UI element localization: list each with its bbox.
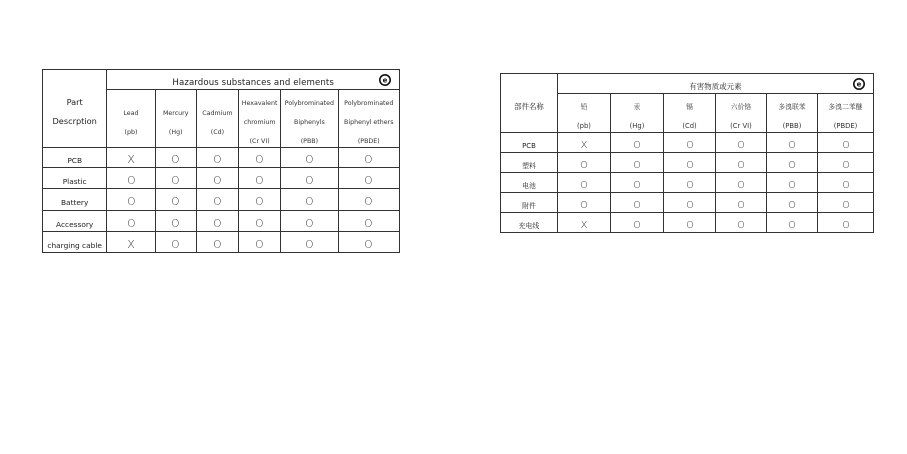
mark-value: O [633, 200, 641, 211]
mark-cell [107, 232, 155, 253]
table-row-pcb [501, 133, 874, 153]
mark-cell [818, 133, 874, 153]
column-header-cadmium [196, 90, 238, 148]
mark-cell [196, 148, 238, 168]
mark-cell [155, 211, 196, 232]
mark-cell [716, 213, 767, 233]
column-header-label: 镉 (Cd) [682, 103, 697, 130]
mark-value: O [213, 173, 222, 187]
mark-value: O [737, 180, 745, 191]
mark-cell [281, 168, 338, 189]
column-header-label: Polybrominated Biphenyl ethers (PBDE) [344, 100, 394, 145]
mark-value: O [255, 237, 264, 251]
mark-cell [767, 133, 818, 153]
mark-cell [664, 153, 716, 173]
mark-value: O [171, 195, 180, 208]
column-header-label: Lead (pb) [123, 109, 139, 136]
mark-value: O [213, 237, 222, 251]
mark-cell [558, 213, 611, 233]
mark-cell [281, 232, 338, 253]
mark-cell [664, 133, 716, 153]
mark-value: O [305, 153, 314, 166]
mark-value: O [126, 173, 136, 187]
mark-cell [155, 189, 196, 211]
mark-value: O [364, 153, 373, 166]
mark-value: X [580, 220, 588, 231]
mark-value: O [580, 180, 588, 191]
row-label [501, 153, 558, 173]
mark-value: O [305, 216, 314, 230]
mark-cell [239, 211, 281, 232]
column-header-lead [107, 90, 155, 148]
column-header-mercury [611, 94, 664, 133]
substances-title: Hazardous substances and elements [172, 78, 334, 88]
mark-cell [767, 193, 818, 213]
mark-value: O [255, 173, 264, 187]
mark-cell [155, 148, 196, 168]
column-header-lead [558, 94, 611, 133]
mark-value: O [788, 200, 796, 211]
svg-text:e: e [856, 80, 862, 89]
row-label-text: 充电线 [518, 222, 540, 230]
mark-cell [338, 189, 399, 211]
mark-cell [767, 153, 818, 173]
mark-cell [611, 173, 664, 193]
mark-value: O [685, 220, 694, 231]
mark-value: O [737, 220, 745, 231]
mark-value: O [126, 195, 136, 208]
mark-value: O [788, 160, 796, 171]
mark-cell [611, 153, 664, 173]
row-label-text: Accessory [56, 219, 94, 229]
row-label [43, 148, 107, 168]
substances-title-cell [558, 74, 874, 94]
mark-value: O [364, 216, 373, 230]
mark-value: X [580, 140, 588, 151]
column-header-label: 汞 (Hg) [629, 103, 645, 130]
rohs-environment-icon [853, 78, 865, 90]
mark-cell [767, 173, 818, 193]
mark-cell [716, 173, 767, 193]
row-label-text: Plastic [62, 176, 87, 186]
table-row-pcb [43, 148, 400, 168]
mark-value: O [255, 153, 264, 166]
column-header-pbde [818, 94, 874, 133]
mark-value: O [213, 153, 222, 166]
rohs-environment-icon [379, 74, 391, 86]
mark-value: O [171, 173, 180, 187]
row-label-text: PCB [67, 156, 83, 165]
mark-cell [558, 133, 611, 153]
row-label-text: PCB [522, 142, 536, 150]
table-row-plastic [501, 153, 874, 173]
table-row-plastic [43, 168, 400, 189]
mark-value: O [685, 180, 694, 191]
row-label [501, 173, 558, 193]
mark-cell [281, 211, 338, 232]
mark-value: O [788, 140, 796, 151]
mark-cell [664, 173, 716, 193]
mark-value: O [685, 140, 694, 151]
row-label [43, 168, 107, 189]
part-name-header-label: 部件名称 [514, 101, 544, 111]
row-label [43, 232, 107, 253]
column-header-mercury [155, 90, 196, 148]
mark-cell [338, 211, 399, 232]
column-header-label: Cadmium (Cd) [202, 109, 233, 136]
mark-value: O [633, 180, 641, 191]
column-header-hexavalent-chromium [239, 90, 281, 148]
mark-value: O [171, 237, 180, 251]
mark-cell [107, 211, 155, 232]
column-header-label: 多溴联苯 (PBB) [778, 103, 806, 130]
mark-cell [155, 232, 196, 253]
mark-cell [611, 213, 664, 233]
part-description-header [43, 70, 107, 148]
mark-value: O [171, 216, 180, 230]
row-label [501, 213, 558, 233]
mark-cell [558, 173, 611, 193]
mark-cell [767, 213, 818, 233]
row-label-text: 电池 [522, 182, 536, 190]
mark-cell [196, 232, 238, 253]
mark-cell [281, 189, 338, 211]
mark-cell [239, 148, 281, 168]
column-header-label: 铅 (pb) [577, 103, 591, 130]
mark-value: X [127, 153, 135, 166]
mark-value: O [841, 180, 850, 191]
mark-value: O [685, 160, 694, 171]
mark-cell [196, 211, 238, 232]
column-header-label: Mercury (Hg) [162, 109, 189, 136]
mark-value: O [633, 160, 641, 171]
substances-title: 有害物质或元素 [689, 82, 742, 91]
mark-cell [716, 133, 767, 153]
mark-value: O [305, 173, 314, 187]
mark-value: O [737, 200, 745, 211]
row-label [501, 133, 558, 153]
mark-cell [664, 213, 716, 233]
substances-title-cell [107, 70, 400, 90]
mark-value: O [213, 216, 222, 230]
row-label-text: 附件 [522, 202, 536, 210]
row-label [501, 193, 558, 213]
mark-cell [239, 232, 281, 253]
mark-cell [558, 153, 611, 173]
mark-value: O [255, 195, 264, 208]
mark-cell [611, 193, 664, 213]
mark-value: O [255, 216, 264, 230]
row-label [43, 211, 107, 232]
mark-cell [818, 213, 874, 233]
mark-value: O [213, 195, 222, 208]
hazardous-substances-table-english [42, 69, 400, 253]
mark-value: O [788, 180, 796, 191]
mark-cell [611, 133, 664, 153]
mark-value: O [126, 216, 136, 230]
mark-cell [196, 189, 238, 211]
mark-value: O [364, 173, 373, 187]
mark-cell [338, 232, 399, 253]
mark-cell [664, 193, 716, 213]
svg-text:e: e [382, 76, 388, 85]
mark-cell [558, 193, 611, 213]
part-name-header [501, 74, 558, 133]
column-header-label: 多溴二苯醚 (PBDE) [828, 103, 863, 130]
mark-value: O [685, 200, 694, 211]
column-header-pbde [338, 90, 399, 148]
mark-cell [818, 193, 874, 213]
mark-value: O [364, 195, 373, 208]
mark-value: O [737, 140, 745, 151]
mark-cell [338, 168, 399, 189]
mark-value: O [841, 140, 850, 151]
row-label-text: 塑料 [522, 162, 536, 170]
mark-cell [716, 153, 767, 173]
mark-value: O [737, 160, 745, 171]
mark-value: O [171, 153, 180, 166]
column-header-pbb [767, 94, 818, 133]
table-row-accessory [501, 193, 874, 213]
mark-value: O [580, 160, 588, 171]
table-row-battery [43, 189, 400, 211]
mark-cell [196, 168, 238, 189]
mark-cell [281, 148, 338, 168]
mark-cell [338, 148, 399, 168]
row-label [43, 189, 107, 211]
mark-value: O [788, 220, 796, 231]
column-header-label: Polybrominated Biphenyls (PBB) [284, 100, 335, 145]
column-header-cadmium [664, 94, 716, 133]
column-header-pbb [281, 90, 338, 148]
mark-cell [818, 153, 874, 173]
mark-cell [239, 168, 281, 189]
mark-cell [107, 148, 155, 168]
table-row-battery [501, 173, 874, 193]
row-label-text: Battery [60, 198, 89, 207]
mark-cell [155, 168, 196, 189]
mark-value: O [580, 200, 588, 211]
mark-cell [107, 189, 155, 211]
column-header-hexavalent-chromium [716, 94, 767, 133]
mark-cell [818, 173, 874, 193]
mark-value: O [841, 220, 850, 231]
mark-cell [716, 193, 767, 213]
column-header-label: 六价铬 (Cr VI) [730, 103, 752, 130]
table-row-charging-cable [43, 232, 400, 253]
mark-value: O [841, 200, 850, 211]
mark-value: X [127, 237, 135, 251]
part-description-header-label: Part Descrption [52, 96, 97, 126]
mark-value: O [841, 160, 850, 171]
mark-value: O [633, 220, 641, 231]
row-label-text: charging cable [47, 240, 102, 250]
hazardous-substances-table-chinese [500, 73, 874, 233]
table-row-charging-cable [501, 213, 874, 233]
mark-cell [239, 189, 281, 211]
mark-value: O [364, 237, 373, 251]
mark-value: O [305, 195, 314, 208]
mark-cell [107, 168, 155, 189]
table-row-accessory [43, 211, 400, 232]
column-header-label: Hexavalent chromium (Cr VI) [241, 100, 278, 145]
mark-value: O [305, 237, 314, 251]
mark-value: O [633, 140, 641, 151]
